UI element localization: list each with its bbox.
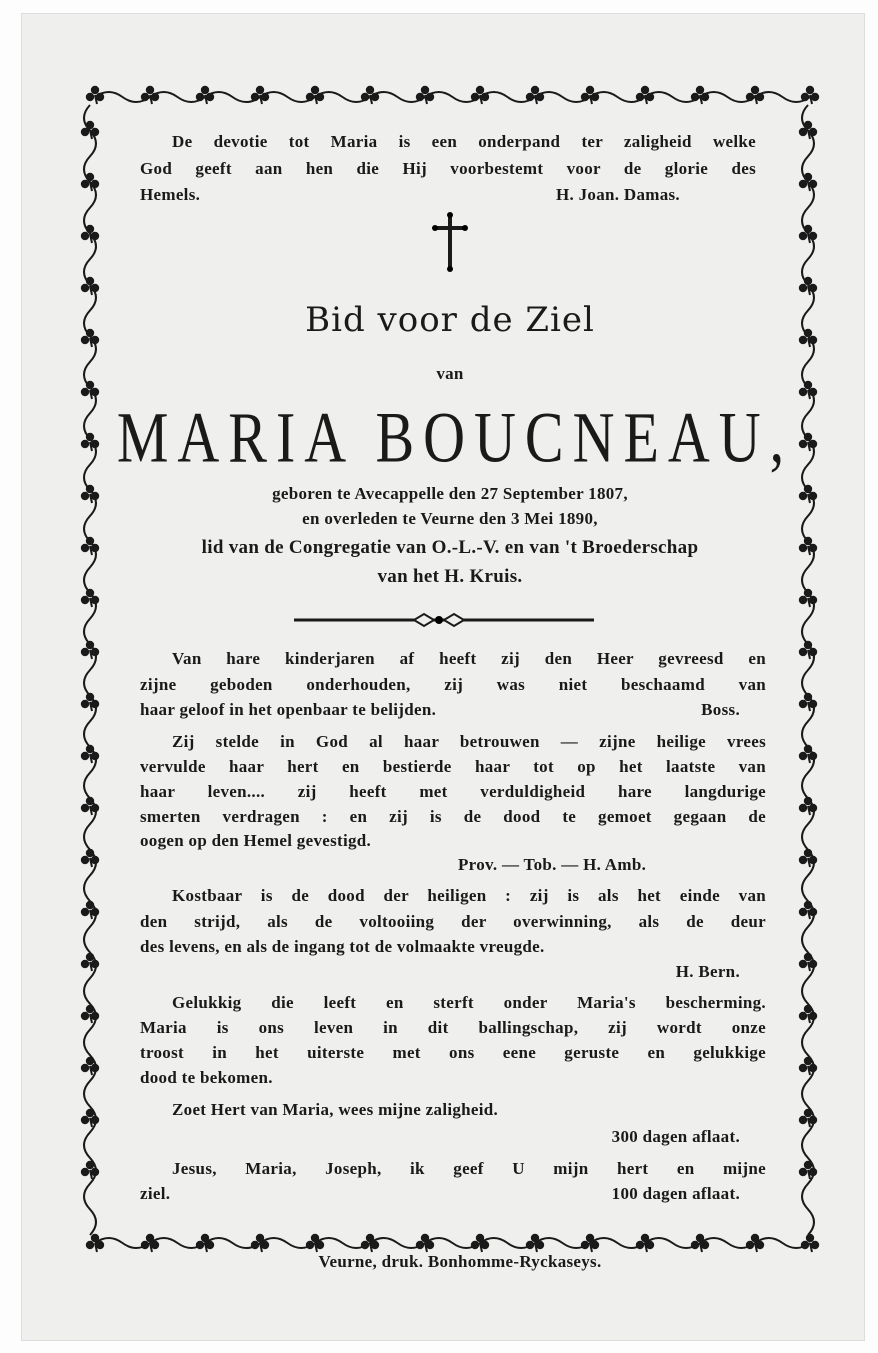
paragraph-2-line-4: smerten verdragen : en zij is de dood te gemoet gegaan de bbox=[140, 807, 766, 826]
paragraph-2-line-3: haar leven.... zij heeft met verduldigheid hare langdurige bbox=[140, 782, 766, 801]
birth-line: geboren te Avecappelle den 27 September 1807, bbox=[272, 484, 628, 503]
cross-icon bbox=[432, 212, 468, 272]
divider-ornament bbox=[294, 612, 594, 628]
clover-ornament-icon bbox=[799, 1057, 817, 1075]
paragraph-4-line-3: troost in het uiterste met ons eene geruste en gelukkige bbox=[140, 1043, 766, 1062]
membership-line-1: lid van de Congregatie van O.-L.-V. en van 't Broederschap bbox=[201, 537, 699, 558]
clover-ornament-icon bbox=[86, 86, 104, 104]
paragraph-1-line-3: haar geloof in het openbaar te belijden. bbox=[140, 700, 437, 719]
paragraph-1-line-1: Van hare kinderjaren af heeft zij den Heer gevreesd en bbox=[172, 649, 766, 668]
death-line: en overleden te Veurne den 3 Mei 1890, bbox=[302, 509, 598, 528]
quote-line-1: De devotie tot Maria is een onderpand ter zaligheid welke bbox=[172, 132, 756, 151]
paragraph-4-line-1: Gelukkig die leeft en sterft onder Maria's bescherming. bbox=[172, 993, 766, 1012]
paragraph-4-line-4: dood te bekomen. bbox=[140, 1068, 273, 1087]
quote-line-2: God geeft aan hen die Hij voorbestemt voor de glorie des bbox=[140, 159, 756, 178]
clover-ornament-icon bbox=[81, 1057, 99, 1075]
paragraph-6-line-2: ziel. bbox=[140, 1184, 171, 1203]
paragraph-4-line-2: Maria is ons leven in dit ballingschap, zij wordt onze bbox=[140, 1018, 766, 1037]
paragraph-3-line-3: des levens, en als de ingang tot de volmaakte vreugde. bbox=[140, 937, 545, 956]
paragraph-5-source: 300 dagen aflaat. bbox=[611, 1127, 740, 1146]
paragraph-2-line-2: vervulde haar hert en bestierde haar tot op het laatste van bbox=[140, 757, 766, 776]
deceased-name: MARIA BOUCNEAU, bbox=[116, 396, 794, 478]
paragraph-3-line-2: den strijd, als de voltooiing der overwinning, als de deur bbox=[140, 912, 766, 931]
paragraph-2-source: Prov. — Tob. — H. Amb. bbox=[458, 855, 647, 874]
paragraph-6-line-1: Jesus, Maria, Joseph, ik geef U mijn hert en mijne bbox=[172, 1159, 766, 1178]
paragraph-5-line-1: Zoet Hert van Maria, wees mijne zaligheid. bbox=[172, 1100, 499, 1119]
clover-ornament-icon bbox=[799, 1109, 817, 1127]
printer-imprint: Veurne, druk. Bonhomme-Ryckaseys. bbox=[318, 1252, 602, 1271]
quote-author: H. Joan. Damas. bbox=[556, 185, 680, 204]
paragraph-2-line-5: oogen op den Hemel gevestigd. bbox=[140, 831, 372, 850]
paragraph-6-source: 100 dagen aflaat. bbox=[611, 1184, 740, 1203]
clover-ornament-icon bbox=[81, 1109, 99, 1127]
clover-ornament-icon bbox=[799, 1161, 817, 1179]
quote-line-3: Hemels. bbox=[140, 185, 201, 204]
clover-ornament-icon bbox=[801, 1234, 819, 1252]
membership-line-2: van het H. Kruis. bbox=[377, 566, 523, 587]
paragraph-2-line-1: Zij stelde in God al haar betrouwen — zijne heilige vrees bbox=[172, 732, 766, 751]
paragraph-3-source: H. Bern. bbox=[675, 962, 740, 981]
paragraph-1-line-2: zijne geboden onderhouden, zij was niet beschaamd van bbox=[140, 675, 766, 694]
heading: Bid voor de Ziel bbox=[305, 300, 595, 340]
paragraph-1-source: Boss. bbox=[701, 700, 740, 719]
clover-ornament-icon bbox=[81, 1161, 99, 1179]
paragraph-3-line-1: Kostbaar is de dood der heiligen : zij is als het einde van bbox=[172, 886, 766, 905]
van-label: van bbox=[436, 364, 464, 383]
